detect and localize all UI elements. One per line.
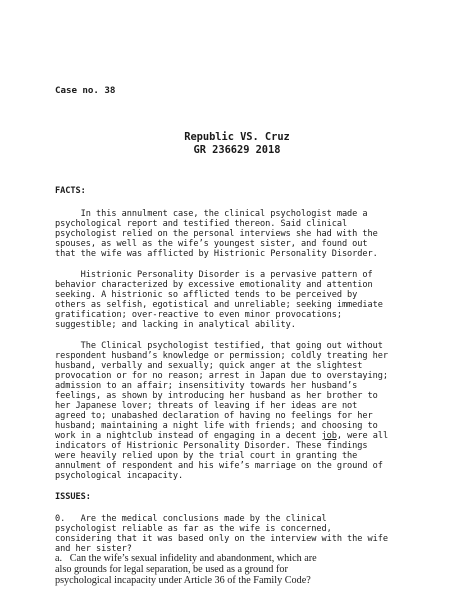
facts-paragraph-1-line: psychologist relied on the personal interviews she had with the — [55, 229, 378, 239]
facts-paragraph-1-line: psychological report and testified thereon. Said clinical — [55, 219, 348, 229]
facts-paragraph-2-line: suggestible; and lacking in analytical ability. — [55, 320, 296, 330]
facts-paragraph-3-line: agreed to; unabashed declaration of having no feelings for her — [55, 411, 373, 421]
issues-heading: ISSUES: — [55, 492, 91, 502]
issue-0-line: 0. Are the medical conclusions made by the clinical — [55, 514, 327, 524]
facts-paragraph-3-line: The Clinical psychologist testified, that going out without — [55, 341, 383, 351]
facts-paragraph-1-line: spouses, as well as the wife’s youngest sister, and found out — [55, 239, 368, 249]
facts-paragraph-2-line: others as selfish, egotistical and unreliable; seeking immediate — [55, 300, 383, 310]
issue-a-line: also grounds for legal separation, be used as a ground for — [55, 564, 288, 575]
facts-paragraph-3-line: provocation or for no reason; arrest in Japan due to overstaying; — [55, 371, 389, 381]
facts-paragraph-2-line: gratification; over-reactive to even minor provocations; — [55, 310, 342, 320]
facts-paragraph-3-line: psychological incapacity. — [55, 471, 184, 481]
facts-paragraph-3-line: annulment of respondent and his wife’s marriage on the ground of — [55, 461, 383, 471]
facts-paragraph-3-line: were heavily relied upon by the trial court in granting the — [55, 451, 358, 461]
facts-paragraph-1-line: that the wife was afflicted by Histrionic Personality Disorder. — [55, 249, 378, 259]
facts-paragraph-3-line: her Japanese lover; threats of leaving if her ideas are not — [55, 401, 358, 411]
case-number: Case no. 38 — [55, 85, 116, 96]
job-line-after: , were all — [336, 431, 389, 441]
case-title: Republic VS. Cruz — [184, 131, 290, 143]
facts-paragraph-3-line: admission to an affair; insensitivity towards her husband’s — [55, 381, 358, 391]
facts-heading: FACTS: — [55, 186, 86, 196]
facts-paragraph-2-line: seeking. A histrionic so afflicted tends to be perceived by — [55, 290, 358, 300]
facts-paragraph-2-line: behavior characterized by excessive emotionality and attention — [55, 280, 373, 290]
facts-paragraph-1-line: In this annulment case, the clinical psychologist made a — [55, 209, 368, 219]
issue-0-line: considering that it was based only on the interview with the wife — [55, 534, 389, 544]
facts-paragraph-3-line: husband; maintaining a night life with friends; and choosing to — [55, 421, 378, 431]
issue-0-line: psychologist reliable as far as the wife is concerned, — [55, 524, 332, 534]
job-line-before: work in a nightclub instead of engaging in a decent — [55, 431, 322, 441]
issue-a-line: psychological incapacity under Article 36 of the Family Code? — [55, 575, 311, 586]
facts-paragraph-3-line: feelings, as shown by introducing her husband as her brother to — [55, 391, 378, 401]
facts-paragraph-3-line: husband, verbally and sexually; quick anger at the slightest — [55, 361, 363, 371]
issue-0-line: and her sister? — [55, 544, 132, 554]
facts-paragraph-2-line: Histrionic Personality Disorder is a pervasive pattern of — [55, 270, 373, 280]
case-gr-number: GR 236629 2018 — [193, 144, 281, 156]
facts-paragraph-3-job-line — [55, 431, 388, 441]
issue-a-line: a. Can the wife’s sexual infidelity and abandonment, which are — [55, 553, 317, 564]
facts-paragraph-3-line: respondent husband’s knowledge or permission; coldly treating her — [55, 351, 389, 361]
facts-paragraph-3-line: indicators of Histrionic Personality Disorder. These findings — [55, 441, 368, 451]
job-word: job — [321, 431, 337, 441]
